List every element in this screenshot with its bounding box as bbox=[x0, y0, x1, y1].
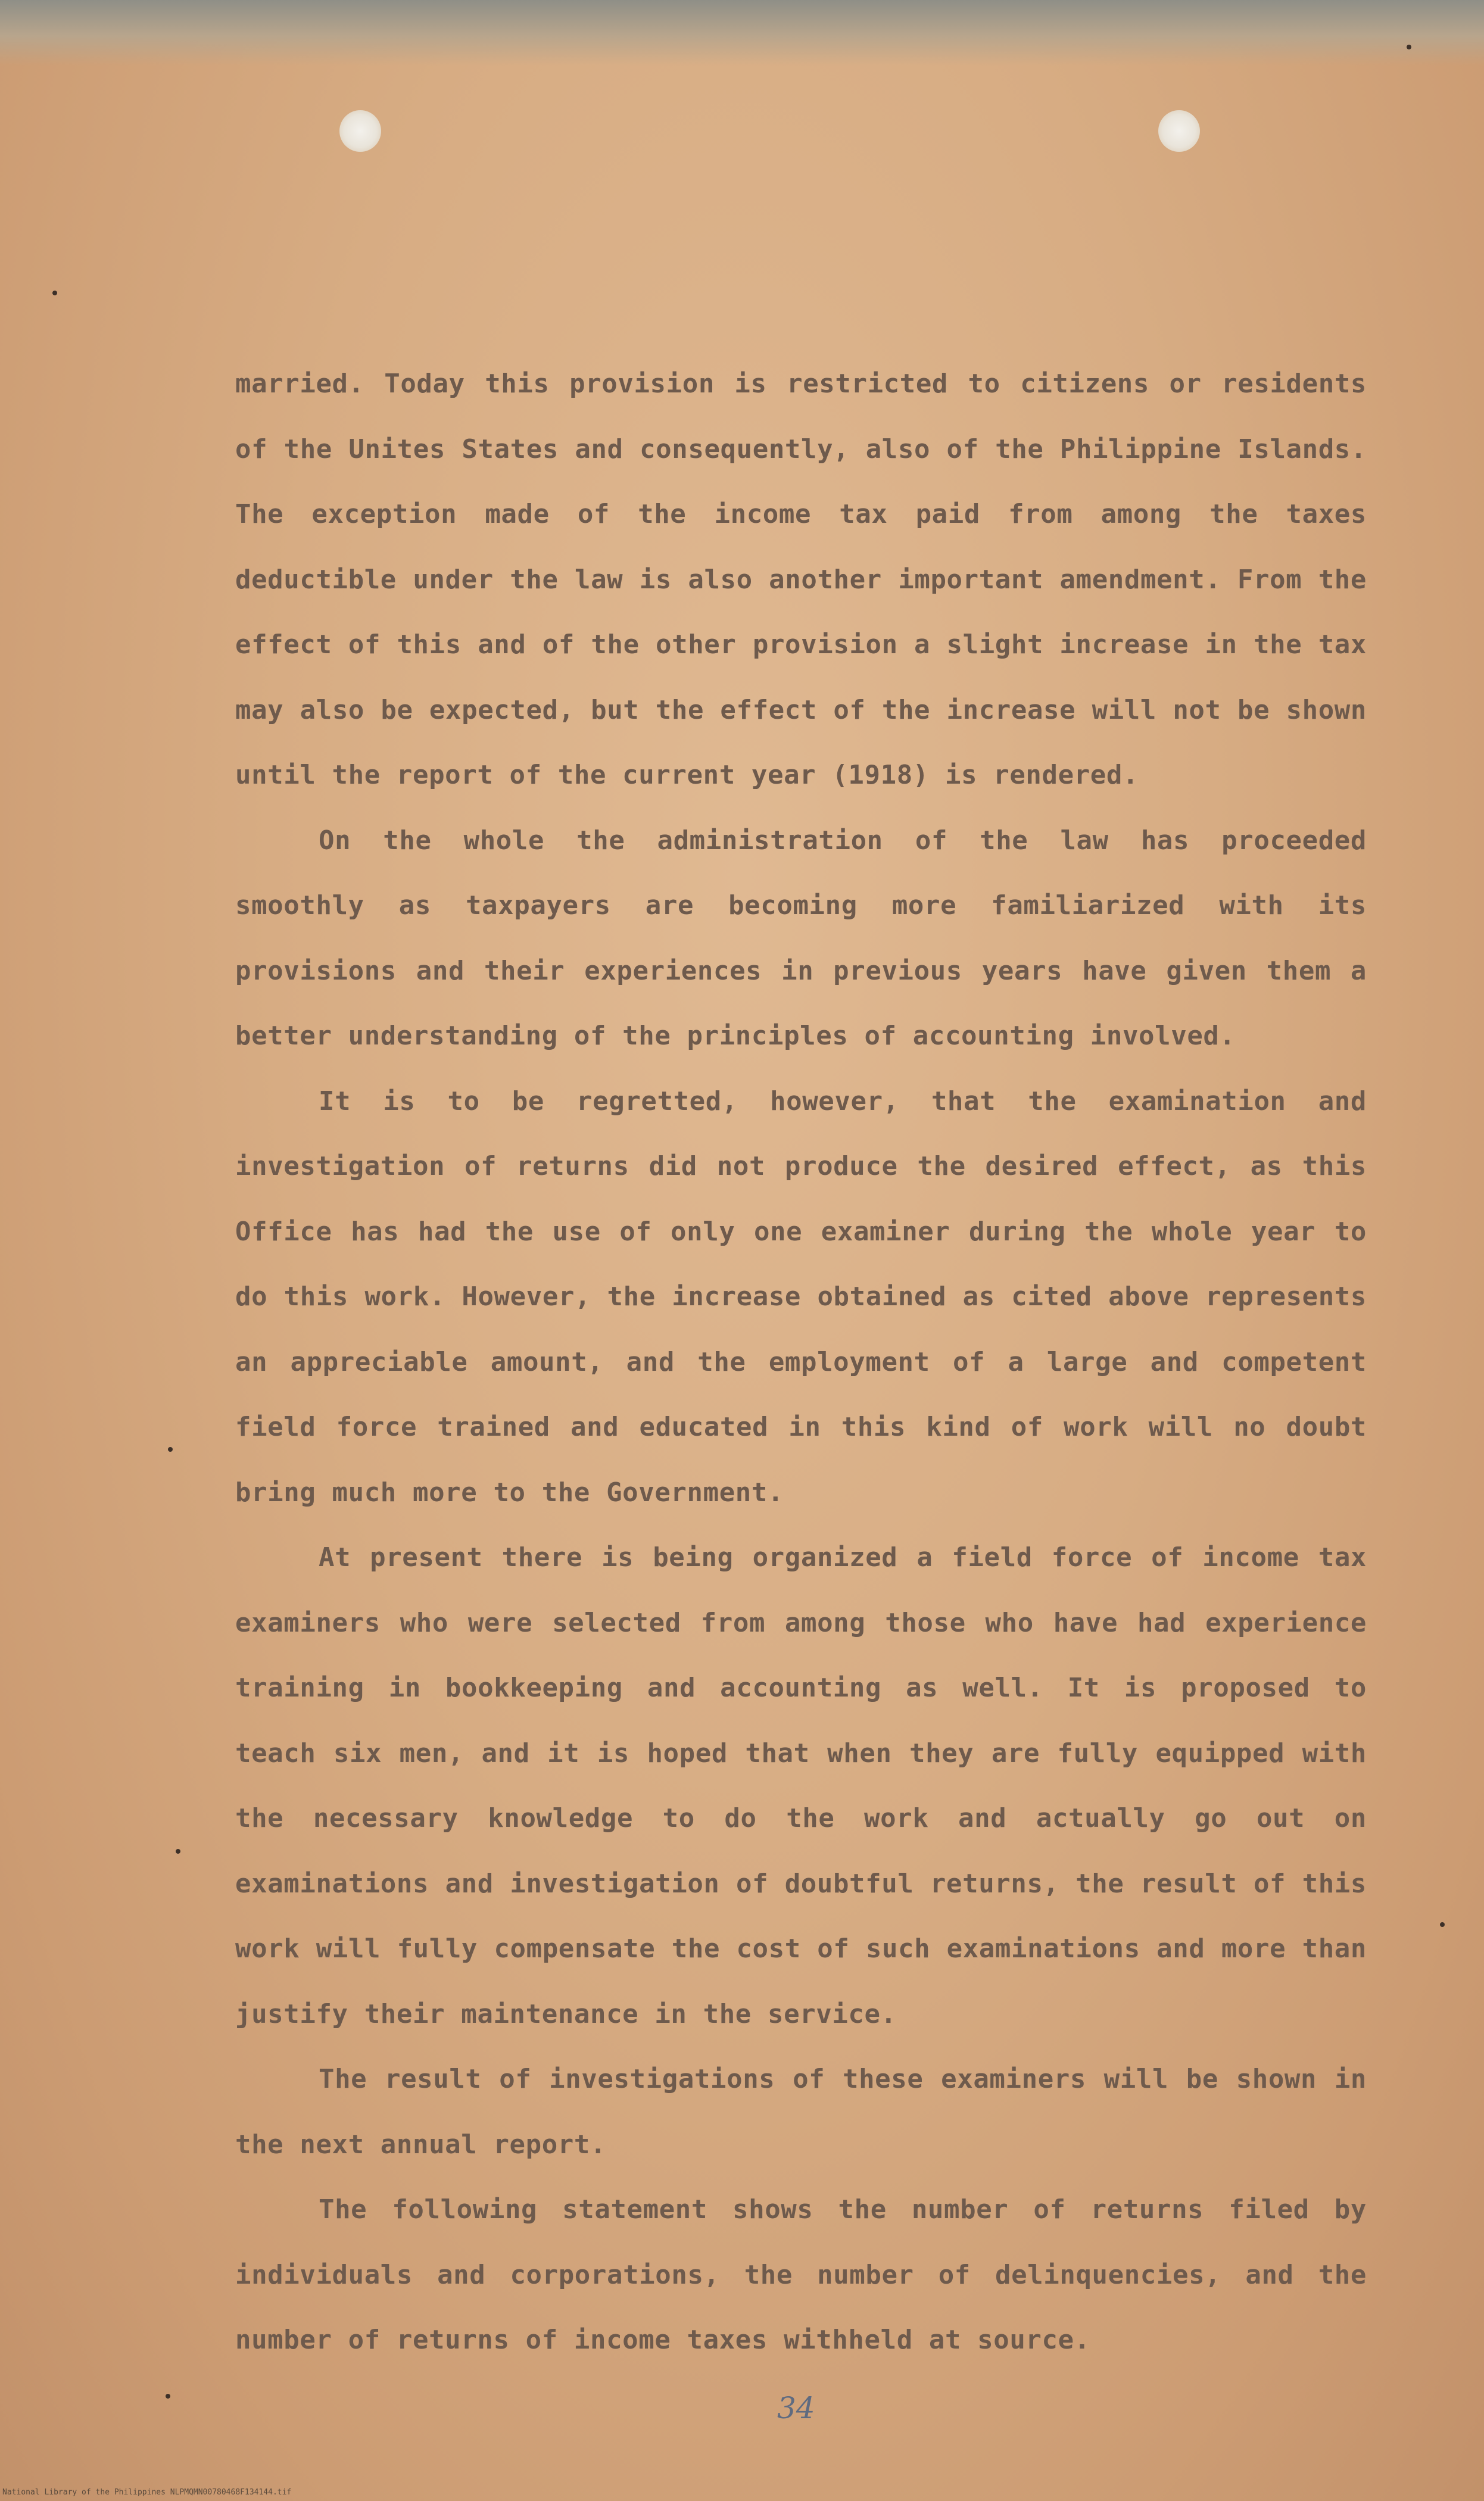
punch-hole-left bbox=[339, 110, 381, 152]
scan-top-edge bbox=[0, 0, 1484, 66]
dust-speck bbox=[1407, 45, 1411, 49]
paragraph-4: At present there is being organized a field force of income tax examiners who were selected from among those who have had experience training in bookkeeping and accounting as well. It is proposed to teach six men, and it is hoped that when they are fully equipped with the necessary knowledge to do the work and actually go out on examinations and investigation of doubtful returns, the result of this work will fully compensate the cost of such examinations and more than justify their maintenance in the service. bbox=[235, 1542, 1367, 2029]
dust-speck bbox=[166, 2394, 170, 2399]
paragraph-1: married. Today this provision is restricted to citizens or residents of the Unites States and consequently, also of the Philippine Islands. The exception made of the income tax paid from among the taxes deductible under the law is also another important amendment. From the effect of this and of the other provision a slight increase in the tax may also be expected, but the effect of the increase will not be shown until the report of the current year (1918) is rendered. bbox=[235, 369, 1367, 790]
paragraph-2: On the whole the administration of the law has proceeded smoothly as taxpayers are becoming more familiarized with its provisions and their experiences in previous years have given them a better understanding of the principles of accounting involved. bbox=[235, 825, 1367, 1051]
paragraph-6: The following statement shows the number of returns filed by individuals and corporations, the number of delinquencies, and the number of returns of income taxes withheld at source. bbox=[235, 2194, 1367, 2355]
punch-hole-right bbox=[1158, 110, 1200, 152]
dust-speck bbox=[1440, 1922, 1445, 1927]
dust-speck bbox=[168, 1447, 173, 1452]
body-text bbox=[235, 351, 1367, 2373]
paragraph-3: It is to be regretted, however, that the examination and investigation of returns did not produce the desired effect, as this Office has had the use of only one examiner during the whole year to do this work. However, the increase obtained as cited above represents an appreciable amount, and the employment of a large and competent field force trained and educated in this kind of work will no doubt bring much more to the Government. bbox=[235, 1086, 1367, 1508]
dust-speck bbox=[176, 1849, 180, 1854]
scan-footer: National Library of the Philippines NLPMQMN00780468F134144.tif bbox=[2, 2488, 292, 2497]
dust-speck bbox=[52, 291, 57, 295]
paragraph-5: The result of investigations of these examiners will be shown in the next annual report. bbox=[235, 2064, 1367, 2160]
page-number: 34 bbox=[777, 2391, 815, 2425]
